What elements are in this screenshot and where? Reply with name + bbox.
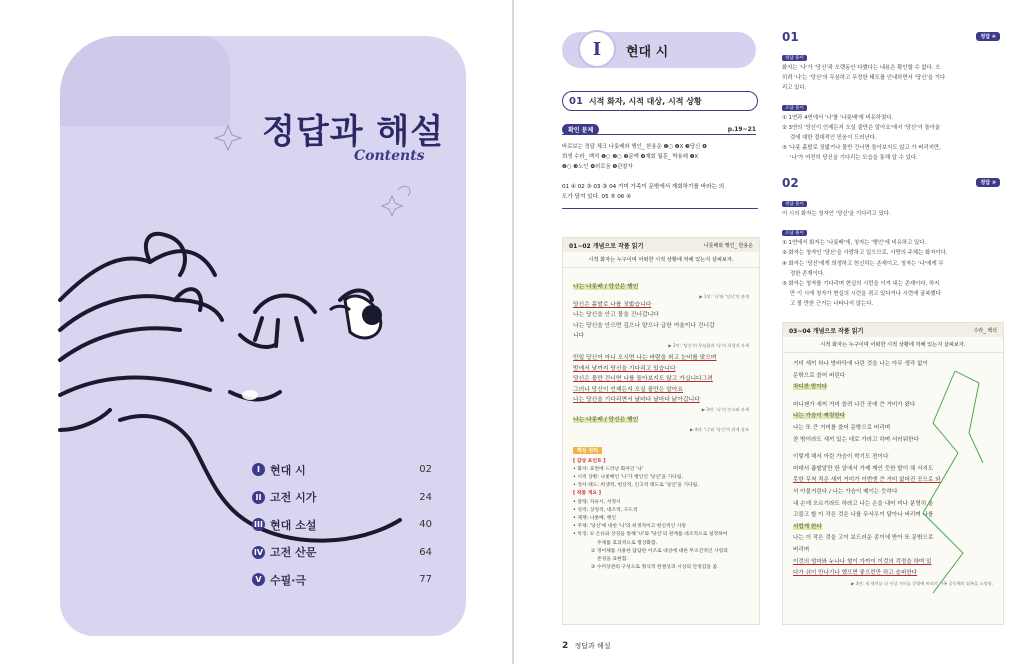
- summary-line: • 정서·태도: 희생적, 헌신적, 인고적 태도로 '당신'을 기다림.: [573, 483, 699, 489]
- panel-instruction: 시적 화자는 누구이며 어떠한 시적 상황에 처해 있는지 살펴보자.: [783, 337, 1003, 353]
- answer-badge: 정답 ③: [976, 178, 1000, 187]
- poem-line: 만일 당신이 아니 오시면 나는 바람을 쐬고 눈비를 맞으며: [573, 354, 717, 361]
- wrong-answer-text: [782, 113, 1008, 164]
- toc-label: 현대 시: [270, 463, 306, 477]
- poem-line: 차디찬 밤이다: [793, 384, 828, 391]
- explanation-tag: 정답 풀이: [782, 201, 807, 207]
- text-line: ② 3연의 '당신이 언제든지 오실 줄만은 알아요'에서 '당신'이 돌아올: [782, 124, 941, 131]
- text-line: 것에 대한 절대적인 믿음이 드러난다.: [790, 135, 877, 142]
- page-number: 2: [562, 641, 569, 651]
- question-02: [782, 176, 1008, 310]
- poem-text: [563, 268, 759, 437]
- poem-line: 나는 또 큰 거미를 쓸어 문밖으로 버리며: [793, 424, 891, 431]
- key-summary: [563, 456, 759, 575]
- summary-line: 존경을 표현함.: [597, 556, 628, 562]
- poem-line: 문밖으로 쓸어 버린다: [793, 372, 846, 379]
- poem-note: ▶ 3연: '나'의 인고와 자세: [701, 406, 749, 412]
- toc-item[interactable]: [252, 484, 432, 512]
- section-title: 시적 화자, 시적 대상, 시적 상황: [588, 96, 702, 106]
- cover-title: 정답과 해설: [262, 112, 445, 152]
- text-line: 리고 있다.: [782, 85, 807, 92]
- toc-number-badge: II: [252, 491, 265, 504]
- poem-line: 니다: [573, 333, 585, 340]
- poem-note: ▶ 2연: '당신'의 무심함과 '나'의 희생적 자세: [668, 342, 749, 348]
- quick-check-line: 바로보는 정답 체크 나룻배와 행인_ 한용운 ❶○ ❷X ❸당신 ❹: [562, 144, 707, 150]
- poem-line: 어니젠가 새끼 거미 쓸려 나간 곳에 큰 거미가 왔다: [793, 401, 916, 408]
- poem-line: 이렇게 해서 아린 가슴이 싹기도 전이다: [793, 454, 889, 461]
- summary-line: • 제재: 나룻배, 행인: [573, 515, 616, 521]
- poem-line: 서럽게 한다: [793, 523, 822, 530]
- toc-label: 수필·극: [270, 573, 307, 587]
- poem-line: 나는 나룻배 / 당신은 행인: [573, 284, 639, 290]
- quick-check-line: ❷○ ❸노인 ❹외로움 ❺관찰자: [562, 164, 633, 170]
- poem-line: 다가 쉬이 만나기나 했으면 좋으련만 하고 슬퍼한다: [793, 570, 918, 577]
- poem-note: ▶ 3연: 새 새끼를 더 이상 거미를 문밖에 버리며 가족 공동체의 회복을 소망함.: [851, 580, 993, 586]
- text-line: 화자는 '나'가 '당신'과 오랫동안 다했다는 내용은 확인할 수 없다. 오: [782, 65, 941, 71]
- text-line: 만 이 시에 청자가 현실의 시련을 겪고 있다거나 시련에 굴복했다: [790, 291, 941, 298]
- poem-panel-2: [782, 322, 1004, 625]
- poem-line: 서 아물거린다 / 나는 가슴이 메이는 듯하다: [793, 488, 898, 495]
- check-pages: p.19~21: [727, 125, 756, 133]
- toc-label: 고전 시가: [270, 491, 317, 505]
- toc-number-badge: V: [252, 573, 265, 586]
- toc-label: 고전 산문: [270, 546, 317, 560]
- toc-number-badge: IV: [253, 547, 264, 557]
- wrong-answer-tag: 오답 풀이: [782, 230, 807, 236]
- section-number: 01: [569, 95, 583, 107]
- poem-line: 못한 무척 적은 새끼 거미가 이번엔 큰 거미 없어진 곳으로 와: [793, 477, 941, 484]
- text-line: ① 1연에서 화자는 '나룻배'에, 청자는 '행인'에 비유하고 있다.: [782, 240, 927, 247]
- chapter-number: I: [578, 30, 616, 68]
- poem-line: 나는 당신을 안고 물을 건너갑니다: [573, 312, 659, 319]
- panel-instruction: 시적 화자는 누구이며 어떠한 시적 상황에 처해 있는지 살펴보자.: [563, 252, 759, 268]
- text-line: ⑤ '나룻 흙발로 짓밟거나 물만 건너면 돌아보지도 않고 가 버리지만,: [782, 145, 941, 152]
- poem-note: ▶ 1연: '나'와 '당신'의 관계: [699, 293, 749, 299]
- text-line: '나'가 여전히 당신을 기다리는 모습을 통해 알 수 있다.: [790, 155, 918, 162]
- toc-page: 24: [419, 491, 432, 503]
- poem-line: 나는 당신을 안으면 깊으나 얕으나 급한 여울이나 건너갑: [573, 322, 715, 329]
- toc-page: 02: [419, 464, 432, 476]
- panel-work: 수라_ 백석: [973, 327, 997, 334]
- cover-subtitle: Contents: [354, 148, 425, 164]
- summary-line: • 시적 상황: 나룻배인 '나'가 행인인 '당신'을 기다림.: [573, 474, 683, 480]
- quick-check-line: 희생 수라_ 백석 ❶○ ❷○ ❸문맥 ❹재회 월훈_ 박용래 ❶X: [562, 154, 699, 160]
- text-line: 히려 '나'는 '당신'의 무심하고 무정한 태도를 인내하면서 '당신'을 기다: [782, 75, 946, 82]
- poem-line: 고불고 할 이 작은 것은 나를 무서우이 달아나 버리며 나를: [793, 512, 934, 519]
- poem-line: 당신은 흙발로 나를 짓밟습니다: [573, 301, 652, 308]
- panel-title: 03~04 개념으로 작품 읽기: [789, 327, 864, 335]
- explanation-tag: 정답 풀이: [782, 55, 807, 61]
- summary-line: • 성격: 상징적, 대조적, 구도적: [573, 507, 638, 513]
- text-line: 정한 존재이다.: [790, 270, 825, 277]
- poem-line: 찬 밖이라도 새끼 있는 데로 가라고 하며 서러워한다: [793, 436, 919, 443]
- footer-text: 정답과 해설: [574, 642, 611, 650]
- check-problem-bar: [562, 124, 756, 135]
- key-summary-label: 핵심 정리: [573, 447, 602, 454]
- summary-line: • 특징: ① 은유와 상징을 통해 '나'와 '당신'의 관계를 대조적으로 설정하여: [573, 532, 728, 538]
- toc-item[interactable]: [252, 511, 432, 539]
- poem-line: 내 손에 오르기라도 하라고 나는 손을 내어 미나 분명히 울: [793, 500, 934, 507]
- quick-check-answers: [562, 142, 758, 172]
- panel-title: 01~02 개념으로 작품 읽기: [569, 242, 644, 250]
- summary-line: ② 경어체를 사용한 담담한 어조로 대상에 대한 무조건적인 사랑과: [591, 548, 728, 554]
- summary-line: [ 감상 포인트 ]: [573, 458, 606, 464]
- poem-line: 거미 새끼 하나 방바닥에 나린 것을 나는 아무 생각 없이: [793, 361, 928, 367]
- summary-line: [ 작품 개요 ]: [573, 491, 601, 497]
- summary-line: • 갈래: 자유시, 서정시: [573, 499, 621, 505]
- poem-note: ▶ 4연: '나'와 '당신'의 관계 강조: [689, 426, 749, 432]
- answer-line: 01 ④ 02 ③ 03 ③ 04 거미 가족이 문밖에서 재회하기를 바라는 의: [562, 184, 725, 190]
- poem-line: 버리며: [793, 546, 810, 553]
- poem-line: 나는 당신을 기다리면서 날마다 날마다 낡아갑니다: [573, 397, 700, 404]
- poem-line: 나는 이 작은 것을 고이 보드러운 종이에 받아 또 문밖으로: [793, 535, 934, 542]
- panel-work: 나룻배와 행인_ 한용운: [703, 242, 753, 249]
- wrong-answer-tag: 오답 풀이: [782, 105, 807, 111]
- toc-page: 64: [419, 546, 432, 558]
- explanation-text: [782, 63, 1008, 94]
- toc-page: 40: [419, 519, 432, 531]
- poem-line: 나는 나룻배 / 당신은 행인: [573, 416, 639, 423]
- answer-line: 도가 담겨 있다. 05 ⑤ 06 ④: [562, 194, 632, 200]
- answer-summary: [562, 182, 758, 209]
- poem-line: 어데서 좁쌀알만 한 알에서 가제 깨인 듯한 발이 채 서지도: [793, 465, 934, 472]
- poem-panel-1: [562, 237, 760, 625]
- explanation-text: [782, 209, 1008, 219]
- poem-line: 밤에서 낮까지 당신을 기다리고 있습니다: [573, 365, 676, 372]
- annotation-lines: [783, 323, 1005, 626]
- text-line: 고 볼 만한 근거는 나타나지 않는다.: [790, 301, 874, 308]
- question-number: 02: [782, 176, 799, 190]
- text-line: ② 화자는 청자인 '당신'을 사랑하고 있으므로, 사랑의 주체는 화자이다.: [782, 250, 948, 257]
- page-footer: [562, 641, 611, 651]
- toc-item[interactable]: [252, 456, 432, 484]
- poem-line: 나는 가슴이 짜릿한다: [793, 413, 846, 420]
- question-number: 01: [782, 30, 799, 44]
- poem-line: 이것의 엄마와 누나나 형이 가까이 이것의 걱정을 하며 있: [793, 558, 932, 565]
- toc-page: 77: [419, 574, 432, 586]
- poem-line: 그러나 당신이 언제든지 오실 줄만은 알아요: [573, 386, 684, 393]
- summary-line: ③ 수미상관의 구성으로 형식적 완결성과 시상의 안정감을 줌.: [591, 565, 719, 571]
- check-label: 확인 문제: [562, 124, 599, 135]
- wrong-answer-text: [782, 238, 1008, 309]
- text-line: ① 1연과 4연에서 '나'를 '나룻배'에 비유하였다.: [782, 114, 894, 121]
- chapter-title: 현대 시: [626, 45, 669, 60]
- text-line: ④ 화자는 '당신'에게 희생하고 헌신하는 존재이고, 청자는 '나'에게 무: [782, 260, 944, 267]
- text-line: 이 시의 화자는 청자인 '당신'을 기다리고 있다.: [782, 211, 891, 217]
- toc-item[interactable]: [252, 539, 432, 567]
- panel-header: [563, 238, 759, 252]
- toc-label: 현대 소설: [270, 518, 317, 532]
- poem-line: 당신은 물만 건너면 나를 돌아보지도 않고 가십니다그려: [573, 376, 713, 383]
- summary-line: 주제를 효과적으로 형상화함.: [597, 540, 658, 546]
- toc-number-badge: III: [252, 518, 265, 531]
- toc-number-badge: I: [252, 463, 265, 476]
- section-header: [562, 91, 758, 111]
- question-01: [782, 30, 1008, 164]
- toc-item[interactable]: [252, 566, 432, 594]
- table-of-contents: [252, 456, 432, 594]
- summary-line: • 화자: 표면에 드러난 화자인 '나': [573, 466, 644, 472]
- text-line: ⑤ 화자는 청자를 기다리며 현실의 시련을 이겨 내는 존재이다. 하지: [782, 281, 940, 288]
- answer-page: [514, 0, 1024, 664]
- summary-line: • 주제: '당신'에 대한 '나'의 희생적이고 헌신적인 사랑: [573, 524, 687, 530]
- answer-badge: 정답 ④: [976, 32, 1000, 41]
